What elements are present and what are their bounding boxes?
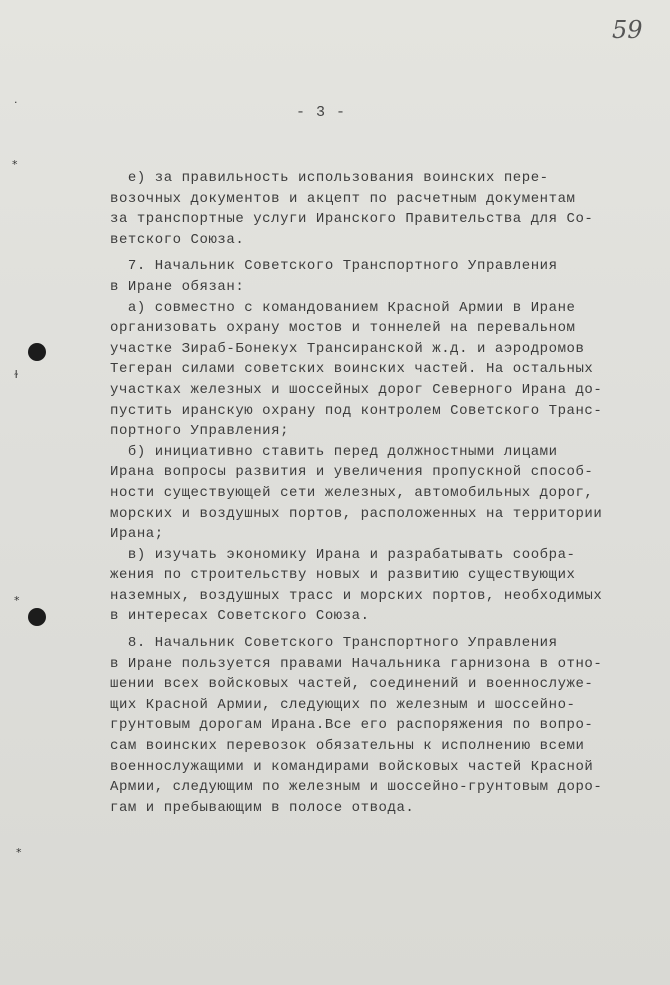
punch-hole — [28, 608, 46, 626]
text-line: ветского Союза. — [110, 231, 245, 248]
margin-mark: * — [16, 846, 22, 859]
text-line: а) совместно с командованием Красной Армии в Иране — [110, 299, 576, 316]
text-line: Ирана вопросы развития и увеличения пропускной способ- — [110, 464, 594, 481]
margin-mark: ɫ — [14, 368, 19, 381]
text-line: портного Управления; — [110, 423, 290, 440]
margin-mark: · — [14, 96, 18, 109]
text-line: пустить иранскую охрану под контролем Советского Транс- — [110, 402, 603, 419]
text-line: гам и пребывающим в полосе отвода. — [110, 799, 415, 816]
text-line: военнослужащими и командирами войсковых частей Красной — [110, 758, 594, 775]
text-line: в Иране обязан: — [110, 278, 245, 295]
text-line: б) инициативно ставить перед должностными лицами — [110, 443, 558, 460]
text-line: за транспортные услуги Иранского Правительства для Со- — [110, 211, 594, 228]
text-line: возочных документов и акцепт по расчетным документам — [110, 190, 576, 207]
text-line: в Иране пользуется правами Начальника гарнизона в отно- — [110, 655, 603, 672]
text-line: щих Красной Армии, следующих по железным и шоссейно- — [110, 696, 576, 713]
text-line: наземных, воздушных трасс и морских портов, необходимых — [110, 587, 603, 604]
text-line: в интересах Советского Союза. — [110, 608, 370, 625]
punch-hole — [28, 343, 46, 361]
text-line: ности существующей сети железных, автомобильных дорог, — [110, 484, 594, 501]
text-line: в) изучать экономику Ирана и разрабатывать сообра- — [110, 546, 576, 563]
text-line: морских и воздушных портов, расположенных на территории — [110, 505, 603, 522]
text-line: Ирана; — [110, 526, 164, 543]
text-line: грунтовым дорогам Ирана.Все его распоряжения по вопро- — [110, 717, 594, 734]
archive-page-number: 59 — [612, 16, 643, 44]
document-body — [110, 168, 640, 818]
text-line: е) за правильность использования воинских пере- — [110, 170, 549, 186]
text-line: Тегеран силами советских воинских частей. На остальных — [110, 361, 594, 378]
page-number: - 3 - — [296, 104, 347, 121]
text-line: шении всех войсковых частей, соединений и военнослуже- — [110, 676, 594, 693]
text-line: сам воинских перевозок обязательны к исполнению всеми — [110, 738, 585, 755]
text-line: Армии, следующим по железным и шоссейно-грунтовым доро- — [110, 779, 603, 796]
text-line: жения по строительству новых и развитию существующих — [110, 567, 576, 584]
text-line: 8. Начальник Советского Транспортного Управления — [110, 635, 558, 652]
text-line: участках железных и шоссейных дорог Северного Ирана до- — [110, 381, 603, 398]
text-line: 7. Начальник Советского Транспортного Управления — [110, 258, 558, 275]
margin-mark: * — [12, 158, 18, 171]
text-line: участке Зираб-Бонекух Трансиранской ж.д. и аэродромов — [110, 340, 585, 357]
text-line: организовать охрану мостов и тоннелей на перевальном — [110, 320, 576, 337]
margin-mark: * — [14, 594, 20, 607]
